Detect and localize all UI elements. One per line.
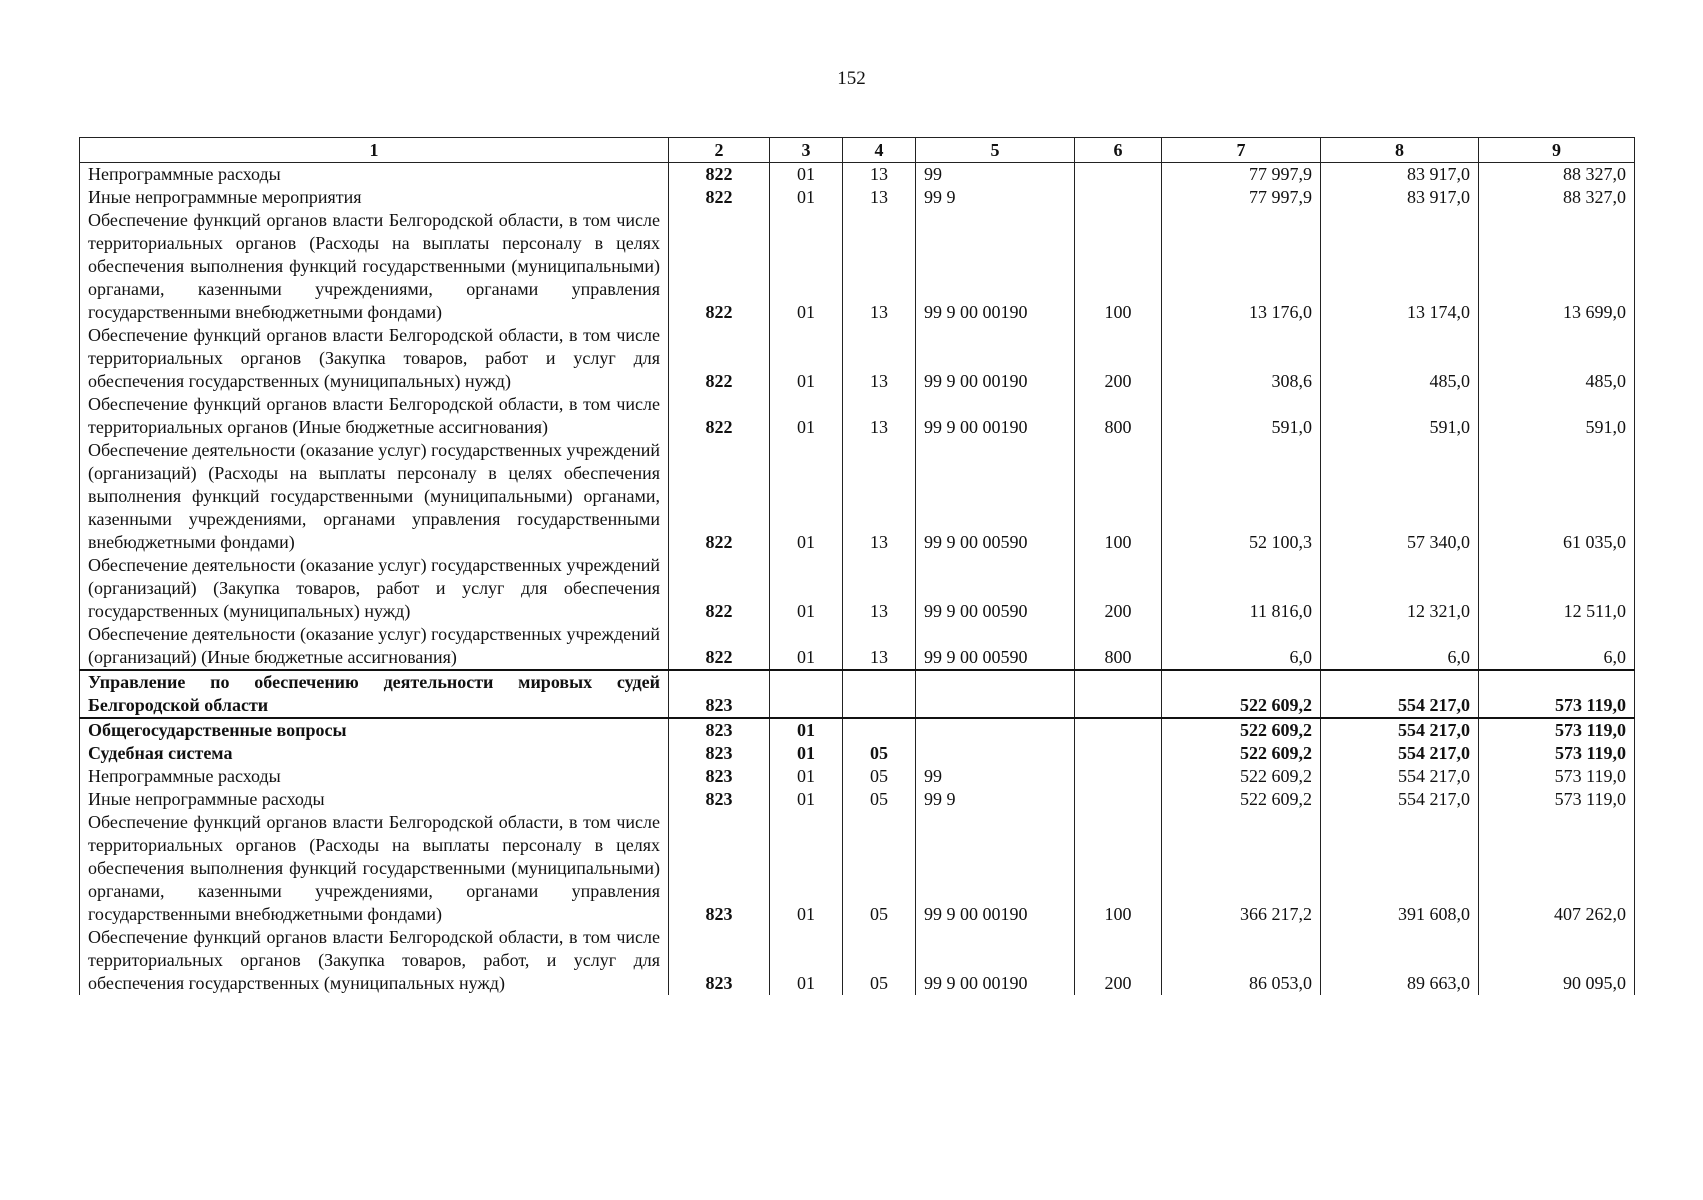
cell-amount-year1: 52 100,3 [1162,439,1321,554]
cell-target-article: 99 9 [916,186,1075,209]
table-row [80,186,1635,209]
row-description: Судебная система [80,742,669,765]
cell-amount-year3: 12 511,0 [1479,554,1635,623]
cell-ministry-code: 823 [669,788,770,811]
budget-table [79,137,1635,995]
cell-amount-year1: 77 997,9 [1162,163,1321,187]
cell-ministry-code: 823 [669,718,770,742]
cell-amount-year3: 573 119,0 [1479,718,1635,742]
cell-amount-year3: 61 035,0 [1479,439,1635,554]
cell-subsection: 05 [843,765,916,788]
cell-amount-year3: 485,0 [1479,324,1635,393]
cell-amount-year3: 88 327,0 [1479,186,1635,209]
cell-amount-year2: 554 217,0 [1321,670,1479,718]
cell-subsection: 13 [843,393,916,439]
cell-amount-year1: 11 816,0 [1162,554,1321,623]
cell-expense-type [1075,163,1162,187]
cell-expense-type [1075,718,1162,742]
cell-target-article: 99 9 00 00190 [916,209,1075,324]
cell-expense-type: 200 [1075,926,1162,995]
table-row [80,670,1635,718]
table-row [80,554,1635,623]
cell-ministry-code: 822 [669,324,770,393]
cell-section: 01 [770,742,843,765]
cell-amount-year1: 522 609,2 [1162,788,1321,811]
cell-ministry-code: 822 [669,623,770,670]
cell-target-article: 99 9 00 00190 [916,324,1075,393]
column-header: 9 [1479,138,1635,163]
cell-section: 01 [770,718,843,742]
cell-subsection: 13 [843,163,916,187]
cell-subsection: 05 [843,788,916,811]
row-description: Обеспечение деятельности (оказание услуг) государственных учреждений (организаций) (Иные бюджетные ассигнования) [80,623,669,670]
table-row [80,324,1635,393]
cell-amount-year1: 522 609,2 [1162,718,1321,742]
cell-expense-type [1075,670,1162,718]
table-row [80,623,1635,670]
cell-amount-year2: 554 217,0 [1321,718,1479,742]
cell-amount-year2: 13 174,0 [1321,209,1479,324]
row-description: Обеспечение функций органов власти Белгородской области, в том числе территориальных органов (Закупка товаров, работ, и услуг для обеспечения государственных (муниципальных нужд) [80,926,669,995]
cell-amount-year3: 573 119,0 [1479,742,1635,765]
table-body [80,163,1635,996]
row-description: Общегосударственные вопросы [80,718,669,742]
cell-ministry-code: 822 [669,163,770,187]
row-description: Обеспечение функций органов власти Белгородской области, в том числе территориальных органов (Расходы на выплаты персоналу в целях обеспечения выполнения функций государственными (муниципальными) органами, казенными учреждениями, органами управления государственными внебюджетными фондами) [80,811,669,926]
cell-subsection: 05 [843,811,916,926]
cell-subsection: 05 [843,742,916,765]
cell-amount-year3: 573 119,0 [1479,765,1635,788]
row-description: Обеспечение деятельности (оказание услуг) государственных учреждений (организаций) (Закупка товаров, работ и услуг для обеспечения государственных (муниципальных) нужд) [80,554,669,623]
cell-amount-year2: 485,0 [1321,324,1479,393]
cell-target-article: 99 [916,163,1075,187]
table-row [80,788,1635,811]
cell-subsection: 13 [843,209,916,324]
cell-expense-type: 100 [1075,811,1162,926]
cell-subsection: 13 [843,554,916,623]
cell-section: 01 [770,765,843,788]
cell-subsection: 05 [843,926,916,995]
cell-expense-type: 800 [1075,623,1162,670]
cell-amount-year1: 77 997,9 [1162,186,1321,209]
cell-section: 01 [770,324,843,393]
cell-amount-year2: 591,0 [1321,393,1479,439]
cell-section: 01 [770,393,843,439]
table-row [80,811,1635,926]
column-header: 5 [916,138,1075,163]
cell-amount-year1: 13 176,0 [1162,209,1321,324]
column-header: 6 [1075,138,1162,163]
cell-target-article [916,670,1075,718]
cell-target-article: 99 9 [916,788,1075,811]
cell-amount-year1: 6,0 [1162,623,1321,670]
row-description: Иные непрограммные мероприятия [80,186,669,209]
table-row [80,163,1635,187]
row-description: Обеспечение деятельности (оказание услуг) государственных учреждений (организаций) (Расходы на выплаты персоналу в целях обеспечения выполнения функций государственными (муниципальными) органами, казенными учреждениями, органами управления государственными внебюджетными фондами) [80,439,669,554]
cell-section: 01 [770,163,843,187]
cell-expense-type: 100 [1075,439,1162,554]
row-description: Иные непрограммные расходы [80,788,669,811]
cell-ministry-code: 823 [669,765,770,788]
cell-amount-year3: 573 119,0 [1479,788,1635,811]
cell-expense-type: 200 [1075,554,1162,623]
cell-amount-year3: 573 119,0 [1479,670,1635,718]
cell-section: 01 [770,439,843,554]
cell-ministry-code: 823 [669,670,770,718]
cell-expense-type [1075,765,1162,788]
cell-ministry-code: 823 [669,926,770,995]
cell-section: 01 [770,209,843,324]
cell-amount-year2: 391 608,0 [1321,811,1479,926]
table-row [80,439,1635,554]
cell-subsection: 13 [843,186,916,209]
row-description: Управление по обеспечению деятельности мировых судей Белгородской области [80,670,669,718]
column-header: 2 [669,138,770,163]
cell-amount-year1: 522 609,2 [1162,765,1321,788]
cell-amount-year2: 554 217,0 [1321,765,1479,788]
cell-ministry-code: 823 [669,811,770,926]
cell-expense-type [1075,186,1162,209]
cell-section: 01 [770,623,843,670]
cell-target-article: 99 9 00 00590 [916,439,1075,554]
row-description: Непрограммные расходы [80,765,669,788]
cell-section: 01 [770,926,843,995]
cell-section: 01 [770,554,843,623]
column-header: 1 [80,138,669,163]
cell-amount-year2: 57 340,0 [1321,439,1479,554]
page-number: 152 [837,68,866,89]
column-header: 4 [843,138,916,163]
row-description: Обеспечение функций органов власти Белгородской области, в том числе территориальных органов (Расходы на выплаты персоналу в целях обеспечения выполнения функций государственными (муниципальными) органами, казенными учреждениями, органами управления государственными внебюджетными фондами) [80,209,669,324]
table-row [80,926,1635,995]
cell-ministry-code: 822 [669,393,770,439]
cell-amount-year2: 554 217,0 [1321,788,1479,811]
row-description: Непрограммные расходы [80,163,669,187]
cell-amount-year1: 86 053,0 [1162,926,1321,995]
cell-target-article: 99 9 00 00590 [916,623,1075,670]
column-header: 7 [1162,138,1321,163]
cell-target-article [916,718,1075,742]
cell-target-article: 99 9 00 00190 [916,393,1075,439]
cell-target-article: 99 9 00 00190 [916,811,1075,926]
cell-amount-year1: 522 609,2 [1162,742,1321,765]
cell-amount-year2: 83 917,0 [1321,163,1479,187]
cell-subsection [843,718,916,742]
cell-expense-type: 800 [1075,393,1162,439]
cell-section [770,670,843,718]
cell-ministry-code: 822 [669,186,770,209]
cell-target-article: 99 9 00 00190 [916,926,1075,995]
cell-amount-year1: 591,0 [1162,393,1321,439]
column-header: 8 [1321,138,1479,163]
cell-target-article: 99 [916,765,1075,788]
cell-ministry-code: 823 [669,742,770,765]
cell-amount-year3: 407 262,0 [1479,811,1635,926]
cell-amount-year1: 522 609,2 [1162,670,1321,718]
cell-ministry-code: 822 [669,439,770,554]
cell-amount-year1: 308,6 [1162,324,1321,393]
cell-expense-type: 100 [1075,209,1162,324]
cell-amount-year3: 88 327,0 [1479,163,1635,187]
cell-expense-type [1075,742,1162,765]
row-description: Обеспечение функций органов власти Белгородской области, в том числе территориальных органов (Иные бюджетные ассигнования) [80,393,669,439]
cell-subsection [843,670,916,718]
cell-amount-year3: 591,0 [1479,393,1635,439]
table-row [80,393,1635,439]
cell-ministry-code: 822 [669,209,770,324]
cell-amount-year2: 89 663,0 [1321,926,1479,995]
cell-amount-year3: 6,0 [1479,623,1635,670]
cell-amount-year3: 13 699,0 [1479,209,1635,324]
cell-amount-year2: 6,0 [1321,623,1479,670]
table-row [80,209,1635,324]
column-header: 3 [770,138,843,163]
table-row [80,742,1635,765]
cell-ministry-code: 822 [669,554,770,623]
cell-amount-year2: 554 217,0 [1321,742,1479,765]
cell-section: 01 [770,186,843,209]
cell-expense-type: 200 [1075,324,1162,393]
cell-subsection: 13 [843,439,916,554]
cell-subsection: 13 [843,324,916,393]
cell-target-article [916,742,1075,765]
cell-amount-year2: 83 917,0 [1321,186,1479,209]
table-row [80,718,1635,742]
cell-target-article: 99 9 00 00590 [916,554,1075,623]
cell-amount-year1: 366 217,2 [1162,811,1321,926]
table-row [80,765,1635,788]
cell-amount-year3: 90 095,0 [1479,926,1635,995]
cell-section: 01 [770,788,843,811]
row-description: Обеспечение функций органов власти Белгородской области, в том числе территориальных органов (Закупка товаров, работ и услуг для обеспечения государственных (муниципальных) нужд) [80,324,669,393]
cell-subsection: 13 [843,623,916,670]
cell-expense-type [1075,788,1162,811]
header-row [80,138,1635,163]
cell-amount-year2: 12 321,0 [1321,554,1479,623]
cell-section: 01 [770,811,843,926]
